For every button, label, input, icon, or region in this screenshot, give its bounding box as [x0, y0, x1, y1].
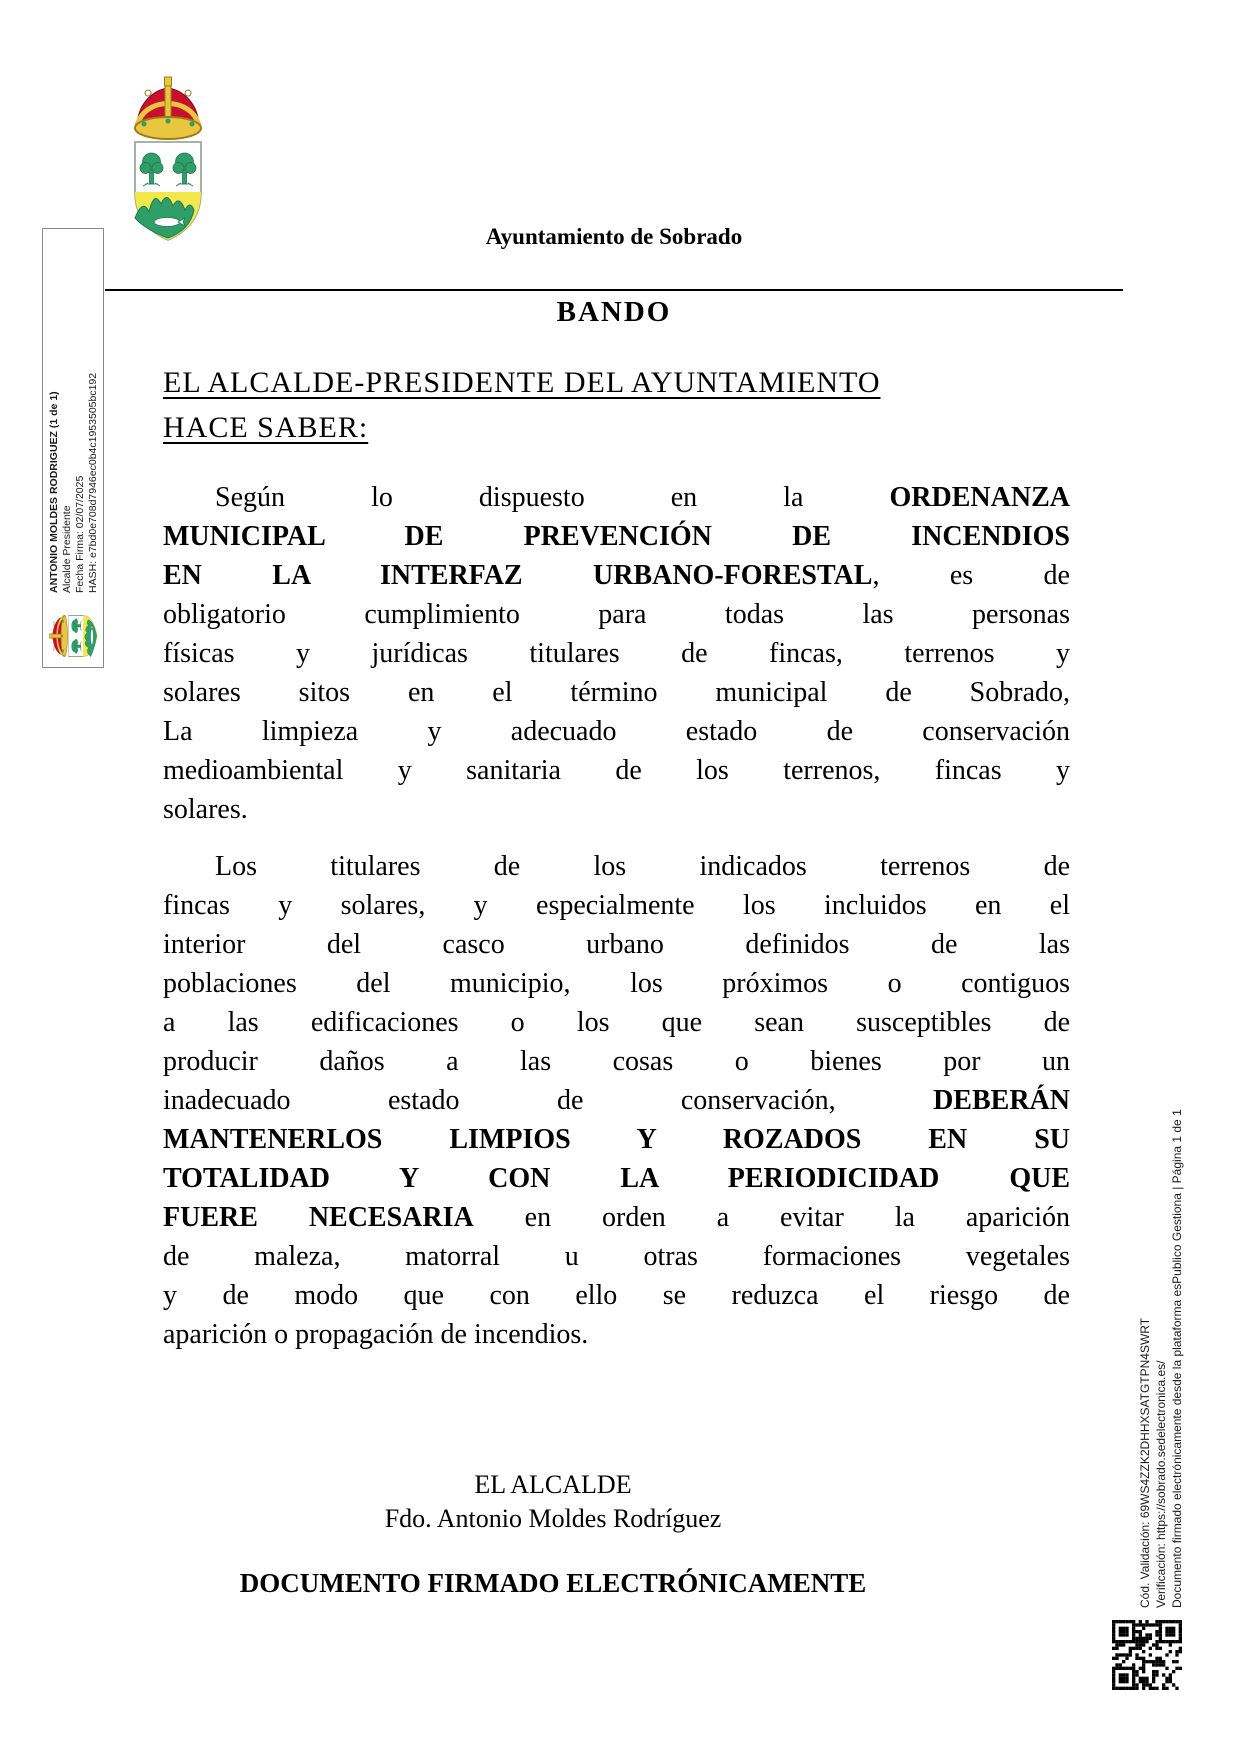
paragraph-line: Los titulares de los indicados terrenos de [215, 851, 1070, 882]
signature-date: Fecha Firma: 02/07/2025 [74, 475, 86, 593]
paragraph-line: EN LA INTERFAZ URBANO-FORESTAL, es de [163, 560, 1070, 591]
paragraph-line: obligatorio cumplimiento para todas las personas [163, 599, 1070, 630]
paragraph-line: La limpieza y adecuado estado de conservación [163, 716, 1070, 747]
signature-hash: HASH: e7bd0e708d7946ec0b4c1953505bc192 [87, 372, 99, 593]
paragraph [163, 478, 1070, 829]
platform-note: Documento firmado electrónicamente desde la plataforma esPublico Gestiona | Página 1 de 1 [1170, 1109, 1184, 1608]
paragraph-line: producir daños a las cosas o bienes por un [163, 1046, 1070, 1077]
verification-url: Verificación: https://sobrado.sedelectronica.es/ [1154, 1360, 1168, 1608]
signer-title: Alcalde Presidente [61, 505, 73, 593]
paragraph-line: TOTALIDAD Y CON LA PERIODICIDAD QUE [163, 1163, 1070, 1194]
body-paragraphs [163, 460, 1070, 1354]
validation-code: Cód. Validación: 69WS4ZZK2DHHXSATGTPN4SWRT [1138, 1317, 1152, 1608]
signature-stamp-lines [48, 373, 100, 593]
paragraph-line: solares sitos en el término municipal de Sobrado, [163, 677, 1070, 708]
qr-code-icon [1112, 1620, 1182, 1690]
validation-sidebar [1137, 948, 1189, 1608]
paragraph-line: FUERE NECESARIA en orden a evitar la aparición [163, 1202, 1070, 1233]
header-divider [105, 289, 1123, 291]
electronic-signature-notice: DOCUMENTO FIRMADO ELECTRÓNICAMENTE [239, 1568, 867, 1598]
paragraph [163, 847, 1070, 1354]
paragraph-line: inadecuado estado de conservación, DEBERÁN [163, 1085, 1070, 1116]
signature-block [163, 1468, 943, 1600]
signer-name: ANTONIO MOLDES RODRIGUEZ (1 de 1) [48, 391, 60, 593]
paragraph-line: físicas y jurídicas titulares de fincas, terrenos y [163, 638, 1070, 669]
proclamation-heading [163, 360, 1103, 450]
municipality-name: Ayuntamiento de Sobrado [485, 224, 743, 249]
paragraph-line: medioambiental y sanitaria de los terrenos, fincas y [163, 755, 1070, 786]
paragraph-line: de maleza, matorral u otras formaciones vegetales [163, 1241, 1070, 1272]
paragraph-line: a las edificaciones o los que sean susceptibles de [163, 1007, 1070, 1038]
signature-name: Fdo. Antonio Moldes Rodríguez [384, 1504, 722, 1533]
paragraph-line: aparición o propagación de incendios. [163, 1319, 589, 1350]
paragraph-line: poblaciones del municipio, los próximos o contiguos [163, 968, 1070, 999]
document-title: BANDO [556, 296, 672, 328]
paragraph-line: y de modo que con ello se reduzca el riesgo de [163, 1280, 1070, 1311]
paragraph-line: solares. [163, 794, 248, 825]
proclamation-heading-line2: HACE SABER: [163, 411, 369, 444]
signature-stamp-box [42, 228, 104, 668]
signature-stamp-content [43, 229, 105, 669]
coat-of-arms-small-icon [49, 605, 99, 667]
paragraph-line: MUNICIPAL DE PREVENCIÓN DE INCENDIOS [163, 521, 1070, 552]
paragraph-line: MANTENERLOS LIMPIOS Y ROZADOS EN SU [163, 1124, 1070, 1155]
paragraph-line: fincas y solares, y especialmente los incluidos en el [163, 890, 1070, 921]
proclamation-heading-line1: EL ALCALDE-PRESIDENTE DEL AYUNTAMIENTO [163, 366, 881, 399]
paragraph-line: Según lo dispuesto en la ORDENANZA [215, 482, 1070, 513]
paragraph-line: interior del casco urbano definidos de las [163, 929, 1070, 960]
signature-role: EL ALCALDE [474, 1470, 632, 1499]
validation-sidebar-content [1137, 948, 1189, 1608]
